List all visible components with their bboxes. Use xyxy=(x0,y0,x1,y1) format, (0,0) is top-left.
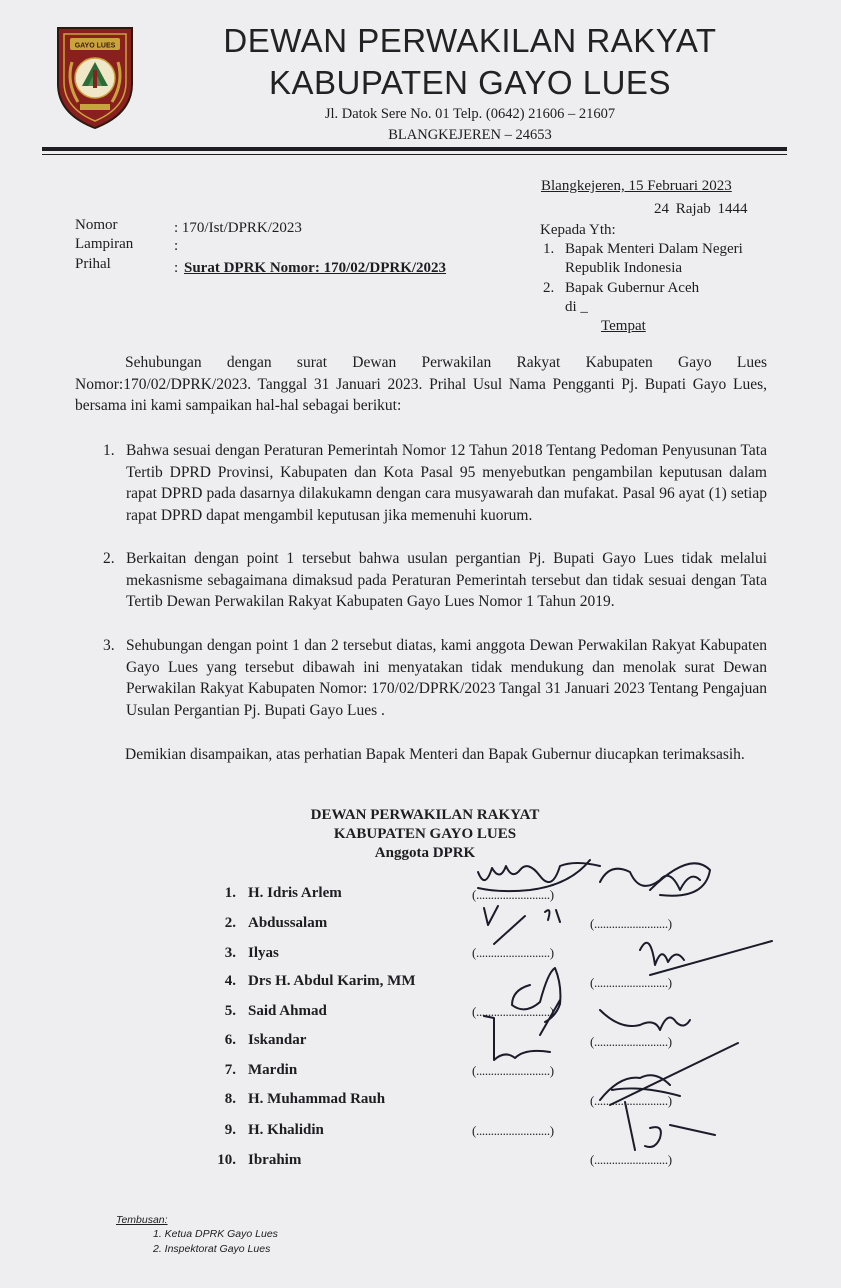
member-9-signature-line: (.........................) xyxy=(472,1123,554,1138)
member-2-signature-line: (.........................) xyxy=(590,916,672,931)
member-1-signature-line: (.........................) xyxy=(472,887,554,902)
member-9-name: H. Khalidin xyxy=(248,1122,324,1138)
member-6-name: Iskandar xyxy=(248,1032,307,1048)
member-3-num: 3. xyxy=(224,945,236,961)
point-1-num: 1. xyxy=(103,442,115,459)
point-2-num: 2. xyxy=(103,550,115,567)
member-6-signature-line: (.........................) xyxy=(590,1034,672,1049)
member-5-num: 5. xyxy=(224,1003,236,1019)
letterhead-city: BLANGKEJEREN – 24653 xyxy=(388,127,552,143)
lampiran-label: Lampiran xyxy=(75,236,134,252)
signature-9 xyxy=(625,1102,715,1150)
member-10-name: Ibrahim xyxy=(248,1152,302,1168)
member-7-signature-line: (.........................) xyxy=(472,1063,554,1078)
tembusan-label: Tembusan: xyxy=(116,1214,168,1226)
signature-8 xyxy=(600,1043,738,1105)
letterhead-address: Jl. Datok Sere No. 01 Telp. (0642) 21606 – 21607 xyxy=(324,106,616,122)
member-7-num: 7. xyxy=(224,1062,236,1078)
prihal-label: Prihal xyxy=(75,256,111,272)
member-6-num: 6. xyxy=(224,1032,236,1048)
tembusan-item-2: 2. Inspektorat Gayo Lues xyxy=(153,1243,271,1255)
member-4-num: 4. xyxy=(224,973,236,989)
nomor-label: Nomor xyxy=(75,217,118,233)
nomor-value: : 170/Ist/DPRK/2023 xyxy=(174,220,302,236)
letterhead-title-line2: KABUPATEN GAYO LUES xyxy=(269,64,671,101)
member-8-num: 8. xyxy=(224,1091,236,1107)
recipient-di: di _ xyxy=(565,299,588,315)
signature-heading-line2: KABUPATEN GAYO LUES xyxy=(333,826,517,842)
member-8-signature-line: (.........................) xyxy=(590,1093,672,1108)
letter-date: Blangkejeren, 15 Februari 2023 xyxy=(541,178,732,194)
member-1-num: 1. xyxy=(224,885,236,901)
prihal-colon: : xyxy=(174,260,179,276)
signature-2 xyxy=(484,906,560,944)
signature-7 xyxy=(484,1016,550,1060)
point-2-text: Berkaitan dengan point 1 tersebut bahwa usulan pergantian Pj. Bupati Gayo Lues tidak melalui mekasnisme sebagaimana dimaksud pada Peraturan Pemerintah tersebut dan tidak sesuai dengan Tata Tertib Dewan Perwakilan Rakyat Kabupaten Gayo Lues Nomor 1 Tahun 2019. xyxy=(126,550,767,610)
point-3-text: Sehubungan dengan point 1 dan 2 tersebut diatas, kami anggota Dewan Perwakilan Rakyat Kabupaten Gayo Lues yang tersebut dibawah ini menyatakan tidak mendukung dan menolak surat Dewan Perwakilan Rakyat Kabupaten Nomor: 170/02/DPRK/2023 Tangal 31 Januari 2023 Tentang Pengajuan Usulan Pergantian Pj. Bupati Gayo Lues . xyxy=(126,637,767,719)
signature-6 xyxy=(600,1010,690,1030)
recipient-1-line1: Bapak Menteri Dalam Negeri xyxy=(565,241,743,257)
recipient-heading: Kepada Yth: xyxy=(540,222,616,238)
member-8-name: H. Muhammad Rauh xyxy=(248,1091,386,1107)
member-4-signature-line: (.........................) xyxy=(590,975,672,990)
recipient-1-num: 1. xyxy=(543,241,555,257)
letter-date-hijri: 24 Rajab 1444 xyxy=(654,201,748,217)
signature-heading-line3: Anggota DPRK xyxy=(374,845,476,861)
logo-text: GAYO LUES xyxy=(74,42,116,50)
recipient-2-num: 2. xyxy=(543,280,555,296)
signature-heading-line1: DEWAN PERWAKILAN RAKYAT xyxy=(310,807,540,823)
recipient-1-line2: Republik Indonesia xyxy=(565,260,683,276)
member-7-name: Mardin xyxy=(248,1062,298,1078)
point-1-text: Bahwa sesuai dengan Peraturan Pemerintah Nomor 12 Tahun 2018 Tentang Pedoman Penyusunan Tata Tertib DPRD Provinsi, Kabupaten dan Kota Pasal 95 menyebutkan pengambilan keputusan dalam rapat DPRD pada dasarnya dilakukamn dengan cara musyawarah dan mufakat. Pasal 96 ayat (1) setiap rapat DPRD dapat mengambil keputusan jika memenuhi kuorum. xyxy=(126,442,767,524)
tembusan-item-1: 1. Ketua DPRK Gayo Lues xyxy=(153,1228,278,1240)
recipient-tempat: Tempat xyxy=(601,318,646,334)
member-2-num: 2. xyxy=(224,915,236,931)
member-10-num: 10. xyxy=(217,1152,236,1168)
member-2-name: Abdussalam xyxy=(248,915,328,931)
letterhead-title-line1: DEWAN PERWAKILAN RAKYAT xyxy=(223,22,717,59)
point-3-num: 3. xyxy=(103,637,115,654)
member-3-name: Ilyas xyxy=(248,945,279,961)
member-5-signature-line: (.........................) xyxy=(472,1004,554,1019)
member-9-num: 9. xyxy=(224,1122,236,1138)
member-4-name: Drs H. Abdul Karim, MM xyxy=(248,973,416,989)
signature-3 xyxy=(640,941,772,975)
closing-paragraph: Demikian disampaikan, atas perhatian Bapak Menteri dan Bapak Gubernur diucapkan terimaksasih. xyxy=(125,746,745,763)
member-3-signature-line: (.........................) xyxy=(472,945,554,960)
prihal-value: Surat DPRK Nomor: 170/02/DPRK/2023 xyxy=(184,260,447,276)
opening-paragraph: Sehubungan dengan surat Dewan Perwakilan Rakyat Kabupaten Gayo Lues Nomor:170/02/DPRK/2023. Tanggal 31 Januari 2023. Prihal Usul Nama Pengganti Pj. Bupati Gayo Lues, bersama ini kami sampaikan hal-hal sebagai berikut: xyxy=(75,354,767,414)
recipient-2-line1: Bapak Gubernur Aceh xyxy=(565,280,700,296)
signature-5 xyxy=(512,968,560,1035)
lampiran-value: : xyxy=(174,238,179,254)
member-1-name: H. Idris Arlem xyxy=(248,885,342,901)
member-5-name: Said Ahmad xyxy=(248,1003,327,1019)
member-10-signature-line: (.........................) xyxy=(590,1152,672,1167)
